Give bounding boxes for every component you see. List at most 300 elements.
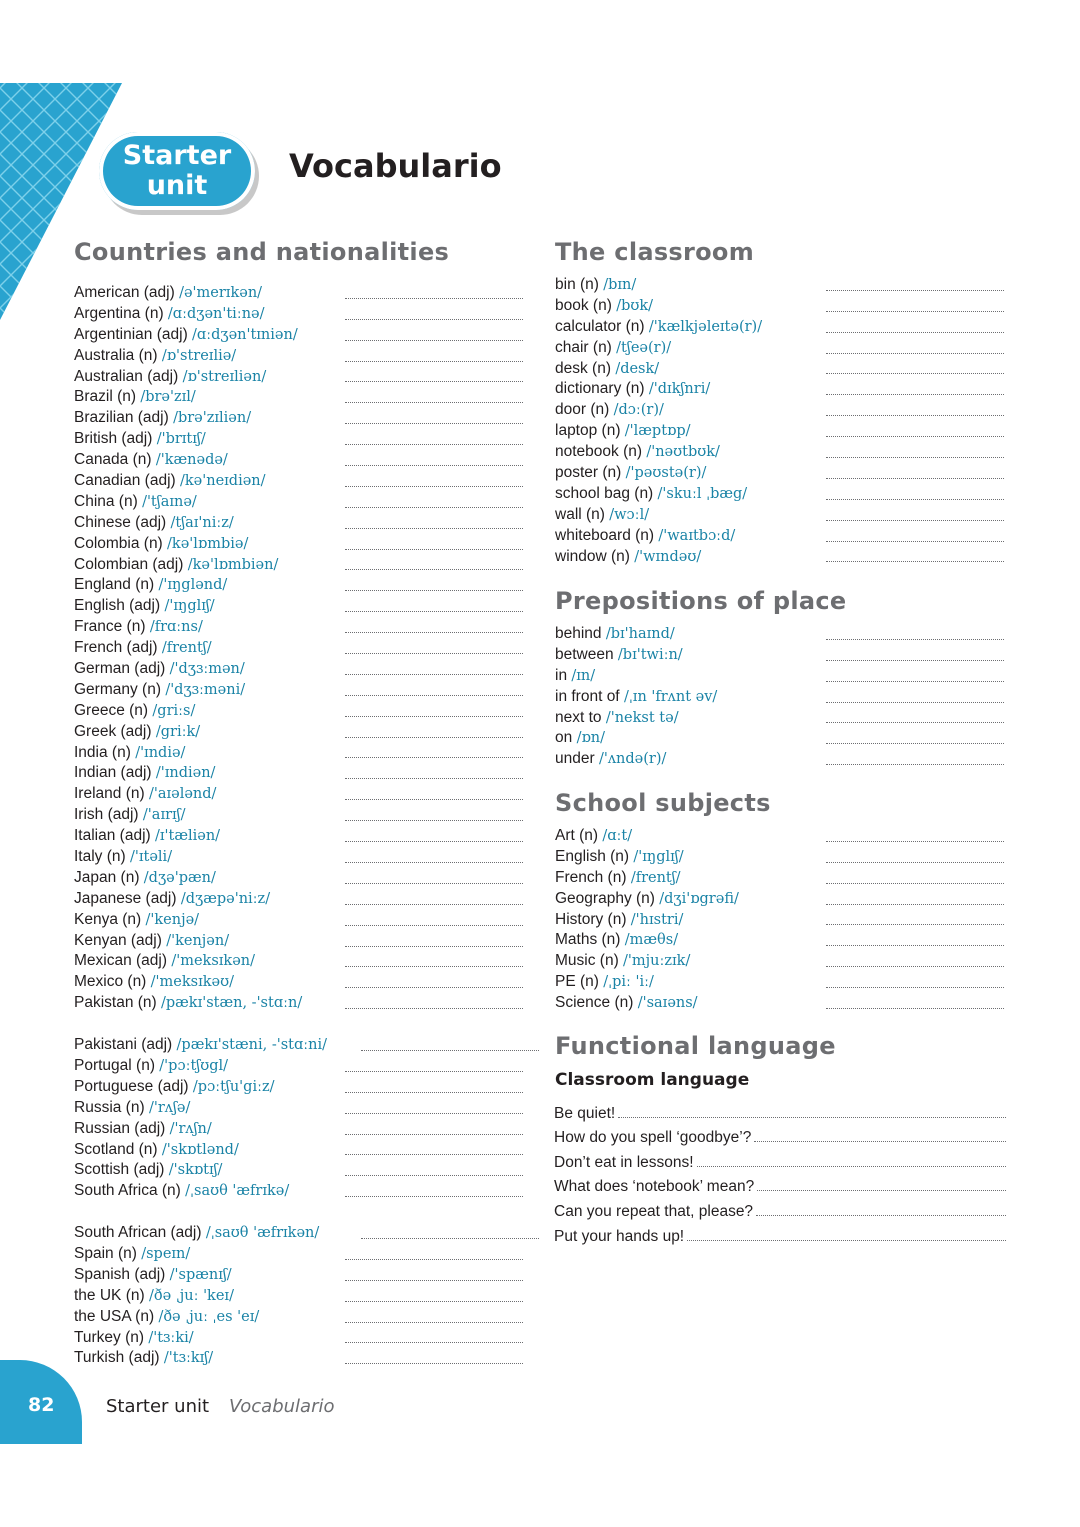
vocab-text xyxy=(555,624,826,645)
translation-line[interactable] xyxy=(826,289,1004,291)
vocab-text xyxy=(74,1244,345,1265)
translation-line[interactable] xyxy=(345,1070,523,1072)
translation-line[interactable] xyxy=(345,297,523,299)
vocab-pronunciation: /ɒ'streɪliə/ xyxy=(161,347,237,364)
translation-line[interactable] xyxy=(826,1007,1004,1009)
section-title-prepositions: Prepositions of place xyxy=(555,587,847,615)
translation-line[interactable] xyxy=(345,1341,523,1343)
vocab-entry xyxy=(74,1098,539,1119)
vocab-pronunciation: /'tɜːkɪʃ/ xyxy=(163,1350,214,1367)
vocab-word: Ireland (n) xyxy=(74,785,145,803)
vocab-pronunciation: /'dʒɜːməni/ xyxy=(165,681,246,698)
vocab-text xyxy=(74,1119,345,1140)
vocab-entry xyxy=(74,1077,539,1098)
vocab-word: Canada (n) xyxy=(74,451,152,469)
vocab-entry xyxy=(74,1348,539,1369)
vocab-word: British (adj) xyxy=(74,430,153,448)
translation-line[interactable] xyxy=(345,527,523,529)
vocab-entry xyxy=(74,387,539,408)
vocab-pronunciation: /'brɪtɪʃ/ xyxy=(156,431,206,448)
vocab-word: Argentinian (adj) xyxy=(74,325,188,343)
vocab-entry xyxy=(74,513,539,534)
translation-line[interactable] xyxy=(345,861,523,863)
vocab-word: Pakistani (adj) xyxy=(74,1036,173,1054)
vocab-text xyxy=(74,617,345,638)
vocab-word: Scottish (adj) xyxy=(74,1161,165,1179)
vocab-word: notebook (n) xyxy=(555,443,643,461)
vocab-entry xyxy=(74,952,539,973)
phrase-entry xyxy=(554,1098,1006,1123)
vocab-entry xyxy=(555,624,1004,645)
vocab-word: the UK (n) xyxy=(74,1286,145,1304)
vocab-text xyxy=(74,513,345,534)
vocab-word: calculator (n) xyxy=(555,317,645,335)
badge-line-2: unit xyxy=(146,170,208,201)
translation-line[interactable] xyxy=(345,840,523,842)
translation-line[interactable] xyxy=(345,443,523,445)
translation-line[interactable] xyxy=(826,861,1004,863)
vocab-entry xyxy=(74,1307,539,1328)
translation-line[interactable] xyxy=(826,456,1004,458)
vocab-pronunciation: /'tʃaɪnə/ xyxy=(142,493,197,510)
translation-line[interactable] xyxy=(345,506,523,508)
translation-line[interactable] xyxy=(345,1153,523,1155)
vocab-entry xyxy=(74,1265,539,1286)
vocab-text xyxy=(74,680,345,701)
translation-line[interactable] xyxy=(345,924,523,926)
vocab-text xyxy=(74,534,345,555)
vocab-pronunciation: /tʃaɪ'niːz/ xyxy=(170,514,234,531)
translation-line[interactable] xyxy=(345,1195,523,1197)
translation-line[interactable] xyxy=(826,882,1004,884)
vocab-word: Colombia (n) xyxy=(74,534,163,552)
vocab-word: Science (n) xyxy=(555,994,634,1012)
translation-line[interactable] xyxy=(345,798,523,800)
vocab-word: Argentina (n) xyxy=(74,304,164,322)
vocab-pronunciation: /'meksɪkəʊ/ xyxy=(150,974,234,991)
vocab-pronunciation: /ˌsaʊθ 'æfrɪkə/ xyxy=(185,1183,290,1200)
vocab-entry xyxy=(555,379,1004,400)
vocab-pronunciation: /'dɪkʃnri/ xyxy=(648,381,711,398)
vocab-text xyxy=(74,283,345,304)
translation-line[interactable] xyxy=(345,1112,523,1114)
vocab-word: Turkish (adj) xyxy=(74,1349,160,1367)
vocab-pronunciation: /pækɪ'stæni, -'stɑːni/ xyxy=(176,1037,328,1054)
vocab-pronunciation: /ðə ˌjuː 'keɪ/ xyxy=(148,1287,234,1304)
vocab-word: door (n) xyxy=(555,401,610,419)
vocab-word: Spain (n) xyxy=(74,1244,137,1262)
vocab-word: Portugal (n) xyxy=(74,1056,155,1074)
vocab-text xyxy=(74,1140,345,1161)
translation-line[interactable] xyxy=(826,944,1004,946)
vocab-text xyxy=(555,317,826,338)
vocab-word: France (n) xyxy=(74,618,146,636)
vocab-entry xyxy=(555,645,1004,666)
translation-line[interactable] xyxy=(826,903,1004,905)
translation-line[interactable] xyxy=(756,1215,1006,1216)
vocab-entry xyxy=(555,666,1004,687)
translation-line[interactable] xyxy=(345,1091,523,1093)
vocab-word: PE (n) xyxy=(555,973,599,991)
vocab-text xyxy=(74,1286,345,1307)
vocab-entry xyxy=(74,283,539,304)
translation-line[interactable] xyxy=(757,1190,1006,1191)
vocab-pronunciation: /'ɪndiən/ xyxy=(155,765,216,782)
vocab-word: bin (n) xyxy=(555,275,599,293)
vocab-pronunciation: /'pəʊstə(r)/ xyxy=(625,465,707,481)
vocab-word: Canadian (adj) xyxy=(74,472,176,489)
vocab-word: school bag (n) xyxy=(555,484,654,502)
translation-line[interactable] xyxy=(345,736,523,738)
translation-line[interactable] xyxy=(826,659,1004,661)
vocab-word: Brazil (n) xyxy=(74,388,137,406)
vocab-word: Chinese (adj) xyxy=(74,513,167,531)
vocab-word: French (adj) xyxy=(74,639,158,657)
vocab-word: Mexican (adj) xyxy=(74,952,168,970)
vocab-pronunciation: /ɪn/ xyxy=(571,667,596,684)
translation-line[interactable] xyxy=(345,548,523,550)
vocab-entry xyxy=(74,1119,539,1140)
vocab-pronunciation: /'ɪndiə/ xyxy=(135,744,186,761)
vocab-entry xyxy=(74,868,539,889)
vocab-entry xyxy=(74,408,539,429)
vocab-text xyxy=(74,304,345,325)
vocab-pronunciation: /'rʌʃn/ xyxy=(169,1120,212,1137)
vocab-word: Portuguese (adj) xyxy=(74,1077,189,1095)
translation-line[interactable] xyxy=(826,540,1004,542)
vocab-word: under xyxy=(555,750,595,768)
vocab-pronunciation: /kə'lɒmbiə/ xyxy=(167,535,249,552)
vocab-text xyxy=(74,429,345,450)
vocab-word: Geography (n) xyxy=(555,889,655,907)
translation-line[interactable] xyxy=(345,631,523,633)
vocab-word: Indian (adj) xyxy=(74,764,152,782)
translation-line[interactable] xyxy=(345,360,523,362)
vocab-word: Italy (n) xyxy=(74,848,126,866)
vocab-entry xyxy=(555,972,1004,993)
vocab-entry xyxy=(555,868,1004,889)
footer-section: Vocabulario xyxy=(229,1396,335,1417)
vocab-text xyxy=(74,1098,345,1119)
translation-line[interactable] xyxy=(345,673,523,675)
vocab-text xyxy=(74,889,345,910)
vocab-word: Australia (n) xyxy=(74,346,158,364)
vocab-text xyxy=(555,526,826,547)
translation-line[interactable] xyxy=(697,1166,1006,1167)
translation-line[interactable] xyxy=(345,380,523,382)
vocab-word: Art (n) xyxy=(555,826,599,844)
vocab-pronunciation: /ɪ'tæliən/ xyxy=(155,828,221,845)
translation-line[interactable] xyxy=(345,339,523,341)
vocab-word: South Africa (n) xyxy=(74,1182,181,1200)
vocab-pronunciation: /'pɔːtʃʊgl/ xyxy=(159,1057,229,1074)
translation-line[interactable] xyxy=(826,560,1004,562)
translation-line[interactable] xyxy=(345,401,523,403)
vocab-pronunciation: /brə'zɪl/ xyxy=(140,389,196,406)
vocab-text xyxy=(555,296,826,317)
vocab-entry xyxy=(74,429,539,450)
page-number: 82 xyxy=(28,1394,55,1416)
section-title-subjects: School subjects xyxy=(555,789,771,817)
translation-line[interactable] xyxy=(826,414,1004,416)
translation-line[interactable] xyxy=(345,715,523,717)
vocab-pronunciation: /'hɪstri/ xyxy=(630,911,684,928)
translation-line[interactable] xyxy=(826,986,1004,988)
classroom-language-subtitle: Classroom language xyxy=(555,1070,750,1090)
translation-line[interactable] xyxy=(345,903,523,905)
vocab-entry xyxy=(74,993,539,1014)
vocab-entry xyxy=(74,910,539,931)
vocab-entry xyxy=(555,826,1004,847)
translation-line[interactable] xyxy=(345,1279,523,1281)
vocab-text xyxy=(74,450,345,471)
translation-line[interactable] xyxy=(345,819,523,821)
vocab-word: Greek (adj) xyxy=(74,722,152,740)
translation-line[interactable] xyxy=(826,393,1004,395)
translation-line[interactable] xyxy=(826,310,1004,312)
vocab-text xyxy=(74,555,345,576)
vocab-word: Japan (n) xyxy=(74,868,140,886)
translation-line[interactable] xyxy=(345,1007,523,1009)
vocab-entry xyxy=(74,575,539,596)
vocab-text xyxy=(74,910,345,931)
vocab-word: English (adj) xyxy=(74,597,161,615)
vocab-word: Australian (adj) xyxy=(74,367,179,385)
phrase-entry xyxy=(554,1221,1006,1246)
vocab-text xyxy=(555,442,826,463)
translation-line[interactable] xyxy=(345,464,523,466)
vocab-text xyxy=(74,993,345,1014)
vocab-text xyxy=(74,1160,345,1181)
vocab-text xyxy=(74,847,345,868)
translation-line[interactable] xyxy=(345,882,523,884)
translation-line[interactable] xyxy=(345,986,523,988)
section-title-countries: Countries and nationalities xyxy=(74,238,450,266)
vocab-word: between xyxy=(555,645,614,663)
vocab-word: Spanish (adj) xyxy=(74,1265,166,1283)
translation-line[interactable] xyxy=(345,1133,523,1135)
vocab-text xyxy=(555,547,826,568)
vocab-entry xyxy=(555,526,1004,547)
vocab-pronunciation: /bɪ'twiːn/ xyxy=(617,646,683,663)
vocab-entry xyxy=(74,638,539,659)
vocab-pronunciation: /kə'lɒmbiən/ xyxy=(187,556,279,573)
vocab-pronunciation: /desk/ xyxy=(615,360,660,377)
translation-line[interactable] xyxy=(826,498,1004,500)
vocab-pronunciation: /'ɪtəli/ xyxy=(130,849,173,866)
translation-line[interactable] xyxy=(687,1240,1006,1241)
vocab-word: English (n) xyxy=(555,847,630,865)
vocab-text xyxy=(555,505,826,526)
vocab-word: England (n) xyxy=(74,576,155,594)
vocab-word: Greece (n) xyxy=(74,701,149,719)
vocab-pronunciation: /ˌsaʊθ 'æfrɪkən/ xyxy=(205,1225,320,1242)
vocab-entry xyxy=(74,805,539,826)
translation-line[interactable] xyxy=(345,589,523,591)
vocab-word: Scotland (n) xyxy=(74,1140,158,1158)
translation-line[interactable] xyxy=(345,652,523,654)
classroom-list xyxy=(555,275,1004,567)
vocab-pronunciation: /ə'merɪkən/ xyxy=(179,284,263,301)
vocab-pronunciation: /'skuːl ˌbæg/ xyxy=(657,485,748,502)
vocab-entry xyxy=(555,463,1004,484)
unit-badge xyxy=(99,132,255,210)
translation-line[interactable] xyxy=(345,422,523,424)
vocab-text xyxy=(74,387,345,408)
vocab-entry xyxy=(74,889,539,910)
translation-line[interactable] xyxy=(826,721,1004,723)
translation-line[interactable] xyxy=(345,1321,523,1323)
vocab-word: behind xyxy=(555,624,602,642)
vocab-text xyxy=(74,346,345,367)
vocab-entry xyxy=(74,1056,539,1077)
vocab-pronunciation: /bɪ'haɪnd/ xyxy=(605,625,675,642)
translation-line[interactable] xyxy=(826,742,1004,744)
vocab-text xyxy=(555,687,826,708)
vocab-text xyxy=(74,575,345,596)
vocab-text xyxy=(74,805,345,826)
vocab-pronunciation: /frentʃ/ xyxy=(630,869,681,886)
footer-unit: Starter unit xyxy=(106,1396,210,1417)
vocab-text xyxy=(555,400,826,421)
vocab-text xyxy=(74,471,345,492)
classroom-phrases-list xyxy=(554,1098,1006,1246)
vocab-text xyxy=(74,1077,345,1098)
vocab-word: in front of xyxy=(555,687,620,705)
translation-line[interactable] xyxy=(826,701,1004,703)
translation-line[interactable] xyxy=(618,1117,1006,1118)
translation-line[interactable] xyxy=(826,331,1004,333)
vocab-text xyxy=(74,638,345,659)
vocab-entry xyxy=(74,555,539,576)
vocab-text xyxy=(555,421,826,442)
vocab-pronunciation: /ɑːdʒən'tiːnə/ xyxy=(167,305,265,322)
vocab-pronunciation: /griːs/ xyxy=(152,702,196,719)
translation-line[interactable] xyxy=(345,694,523,696)
translation-line[interactable] xyxy=(826,638,1004,640)
vocab-pronunciation: /pækɪ'stæn, -'stɑːn/ xyxy=(161,995,303,1012)
translation-line[interactable] xyxy=(345,777,523,779)
translation-line[interactable] xyxy=(345,1258,523,1260)
translation-line[interactable] xyxy=(826,965,1004,967)
vocab-text xyxy=(74,408,345,429)
vocab-word: Brazilian (adj) xyxy=(74,409,169,427)
vocab-text xyxy=(74,722,345,743)
countries-list xyxy=(74,283,539,1369)
translation-line[interactable] xyxy=(826,352,1004,354)
translation-line[interactable] xyxy=(826,680,1004,682)
phrase-text: Be quiet! xyxy=(554,1104,616,1122)
vocab-word: dictionary (n) xyxy=(555,380,645,398)
vocab-entry xyxy=(555,728,1004,749)
prepositions-list xyxy=(555,624,1004,770)
vocab-entry xyxy=(74,784,539,805)
vocab-pronunciation: /'kenjən/ xyxy=(166,932,230,949)
vocab-entry xyxy=(555,708,1004,729)
vocab-entry xyxy=(74,763,539,784)
vocab-entry xyxy=(555,687,1004,708)
vocab-pronunciation: /frɑːns/ xyxy=(149,619,203,636)
vocab-entry xyxy=(74,450,539,471)
vocab-word: French (n) xyxy=(555,868,627,886)
translation-line[interactable] xyxy=(345,756,523,758)
vocab-text xyxy=(555,645,826,666)
translation-line[interactable] xyxy=(345,1300,523,1302)
translation-line[interactable] xyxy=(826,477,1004,479)
vocab-entry xyxy=(555,338,1004,359)
translation-line[interactable] xyxy=(826,840,1004,842)
subjects-list xyxy=(555,826,1004,1014)
translation-line[interactable] xyxy=(345,610,523,612)
phrase-text: What does ‘notebook’ mean? xyxy=(554,1178,755,1196)
vocab-entry xyxy=(74,826,539,847)
phrase-entry xyxy=(554,1196,1006,1221)
translation-line[interactable] xyxy=(826,435,1004,437)
vocab-text xyxy=(74,1056,345,1077)
translation-line[interactable] xyxy=(826,763,1004,765)
translation-line[interactable] xyxy=(754,1141,1006,1142)
vocab-pronunciation: /'mjuːzɪk/ xyxy=(623,953,691,970)
translation-line[interactable] xyxy=(345,945,523,947)
vocab-entry xyxy=(74,304,539,325)
vocab-pronunciation: /ˌɪn 'frʌnt əv/ xyxy=(623,688,718,705)
vocab-pronunciation: /'spænɪʃ/ xyxy=(169,1266,232,1283)
vocab-text xyxy=(74,743,345,764)
vocab-text xyxy=(74,1307,345,1328)
translation-line[interactable] xyxy=(345,1174,523,1176)
vocab-entry xyxy=(555,421,1004,442)
vocab-pronunciation: /'ɪŋglɪʃ/ xyxy=(164,598,215,615)
translation-line[interactable] xyxy=(345,568,523,570)
vocab-text xyxy=(555,889,826,910)
vocab-text xyxy=(555,972,826,993)
translation-line[interactable] xyxy=(361,1237,539,1239)
translation-line[interactable] xyxy=(345,965,523,967)
vocab-word: Maths (n) xyxy=(555,931,621,949)
vocab-pronunciation: /'nəʊtbʊk/ xyxy=(646,444,720,461)
vocab-word: wall (n) xyxy=(555,505,605,523)
vocab-pronunciation: /frentʃ/ xyxy=(161,640,212,657)
vocab-pronunciation: /'wɪndəʊ/ xyxy=(634,548,702,565)
vocab-entry xyxy=(555,749,1004,770)
vocab-entry xyxy=(74,346,539,367)
vocab-entry xyxy=(74,617,539,638)
vocab-pronunciation: /griːk/ xyxy=(155,723,201,740)
vocab-text xyxy=(74,972,345,993)
vocab-pronunciation: /brə'zɪliən/ xyxy=(173,410,252,427)
vocab-pronunciation: /ˌpiː 'iː/ xyxy=(603,974,654,991)
vocab-text xyxy=(555,359,826,380)
vocab-pronunciation: /mæθs/ xyxy=(624,932,679,949)
vocab-entry xyxy=(555,317,1004,338)
translation-line[interactable] xyxy=(826,372,1004,374)
translation-line[interactable] xyxy=(345,318,523,320)
vocab-text xyxy=(555,868,826,889)
vocab-pronunciation: /'læptɒp/ xyxy=(624,423,691,440)
vocab-text xyxy=(555,847,826,868)
vocab-text xyxy=(555,666,826,687)
vocab-pronunciation: /dʒi'ɒgrəfi/ xyxy=(659,890,739,907)
vocab-word: India (n) xyxy=(74,743,131,761)
section-title-functional: Functional language xyxy=(555,1032,836,1060)
translation-line[interactable] xyxy=(826,519,1004,521)
translation-line[interactable] xyxy=(826,923,1004,925)
translation-line[interactable] xyxy=(361,1049,539,1051)
translation-line[interactable] xyxy=(345,1362,523,1364)
translation-line[interactable] xyxy=(345,485,523,487)
vocab-pronunciation: /'aɪrɪʃ/ xyxy=(142,807,186,824)
vocab-text xyxy=(555,993,826,1014)
